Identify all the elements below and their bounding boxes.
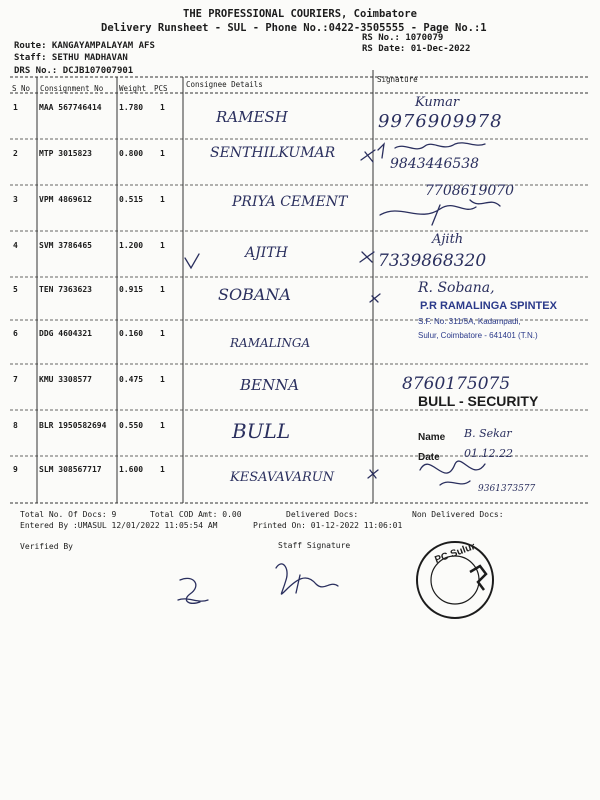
row-sno: 7 — [13, 375, 18, 384]
row-sno: 1 — [13, 103, 18, 112]
company-title: THE PROFESSIONAL COURIERS, Coimbatore — [183, 8, 417, 20]
verified-by: Verified By — [20, 542, 73, 551]
runsheet-line: Delivery Runsheet - SUL - Phone No.:0422-3505555 - Page No.:1 — [101, 22, 487, 34]
row-weight: 0.550 — [119, 421, 144, 430]
stamp-date-label: Date — [418, 452, 440, 463]
delivered-docs: Delivered Docs: — [286, 510, 359, 519]
ramalinga-stamp-name: P.R RAMALINGA SPINTEX — [420, 300, 557, 312]
row-pcs: 1 — [160, 149, 165, 158]
col-consignee: Consignee Details — [186, 80, 263, 89]
row-signature-handwritten: Ajith — [432, 232, 464, 247]
col-signature: Signature — [377, 75, 418, 84]
row-consignee-handwritten: BENNA — [240, 376, 300, 394]
row-pcs: 1 — [160, 103, 165, 112]
row-weight: 0.475 — [119, 375, 144, 384]
row-pcs: 1 — [160, 375, 165, 384]
printed-on: Printed On: 01-12-2022 11:06:01 — [253, 521, 403, 530]
ramalinga-stamp-address: S.F. No. 311/5A, Kadampadi, — [418, 317, 521, 326]
stamp-name-handwritten: B. Sekar — [464, 427, 512, 440]
col-consignment: Consignment No — [40, 84, 104, 93]
row-signature-handwritten: R. Sobana, — [418, 280, 495, 296]
stamp-date-handwritten: 01.12.22 — [464, 447, 513, 460]
row-consignment: VPM 4869612 — [39, 195, 92, 204]
row-phone-handwritten: 7339868320 — [378, 251, 487, 271]
row-pcs: 1 — [160, 241, 165, 250]
non-delivered-docs: Non Delivered Docs: — [412, 510, 504, 519]
row-sno: 5 — [13, 285, 18, 294]
row-phone-handwritten: 9843446538 — [390, 156, 480, 172]
row-weight: 1.200 — [119, 241, 144, 250]
row-weight: 0.800 — [119, 149, 144, 158]
row-signature-handwritten: Kumar — [415, 95, 460, 110]
row-consignment: SLM 308567717 — [39, 465, 102, 474]
drs-number: DRS No.: DCJB107007901 — [14, 66, 134, 76]
row-consignment: TEN 7363623 — [39, 285, 92, 294]
row-sno: 2 — [13, 149, 18, 158]
row-consignee-handwritten: BULL — [232, 419, 291, 443]
row-consignment: MAA 567746414 — [39, 103, 102, 112]
row-sno: 4 — [13, 241, 18, 250]
row-sno: 3 — [13, 195, 18, 204]
row-phone-handwritten: 8760175075 — [402, 374, 511, 394]
rs-number: RS No.: 1070079 — [362, 33, 444, 43]
row-pcs: 1 — [160, 195, 165, 204]
row-weight: 1.780 — [119, 103, 144, 112]
row-consignment: SVM 3786465 — [39, 241, 92, 250]
row-consignment: KMU 3308577 — [39, 375, 92, 384]
row-consignee-handwritten: AJITH — [245, 245, 288, 261]
route-label: Route: KANGAYAMPALAYAM AFS — [14, 41, 155, 51]
row-consignment: BLR 1950582694 — [39, 421, 107, 430]
row-pcs: 1 — [160, 285, 165, 294]
row-consignee-handwritten: SENTHILKUMAR — [210, 145, 336, 161]
ramalinga-stamp-address: Sulur, Coimbatore - 641401 (T.N.) — [418, 331, 538, 340]
total-docs: Total No. Of Docs: 9 — [20, 510, 117, 519]
row-consignment: MTP 3015823 — [39, 149, 92, 158]
row-phone-handwritten: 9976909978 — [378, 111, 503, 132]
pc-sulur-stamp-text: PC Sulur — [433, 541, 477, 566]
row-consignee-handwritten: SOBANA — [218, 285, 291, 304]
row-consignee-handwritten: PRIYA CEMENT — [232, 194, 348, 210]
total-cod: Total COD Amt: 0.00 — [150, 510, 242, 519]
row-sno: 6 — [13, 329, 18, 338]
row-consignee-handwritten: RAMESH — [216, 108, 288, 126]
row-weight: 0.915 — [119, 285, 144, 294]
row-pcs: 1 — [160, 421, 165, 430]
row-sno: 9 — [13, 465, 18, 474]
row-pcs: 1 — [160, 465, 165, 474]
row-weight: 1.600 — [119, 465, 144, 474]
row-weight: 0.515 — [119, 195, 144, 204]
row-consignee-handwritten: KESAVAVARUN — [230, 470, 335, 485]
rs-date: RS Date: 01-Dec-2022 — [362, 44, 471, 54]
col-sno: S No — [12, 84, 31, 93]
bull-security-stamp: BULL - SECURITY — [418, 393, 539, 409]
row-sno: 8 — [13, 421, 18, 430]
entered-by: Entered By :UMASUL 12/01/2022 11:05:54 AM — [20, 521, 218, 530]
col-weight: Weight — [119, 84, 147, 93]
row-consignee-handwritten: RAMALINGA — [230, 336, 311, 350]
row-phone-handwritten: 7708619070 — [425, 183, 515, 199]
staff-label: Staff: SETHU MADHAVAN — [14, 53, 128, 63]
col-pcs: PCS — [154, 84, 168, 93]
row-phone-handwritten: 9361373577 — [478, 484, 536, 494]
row-pcs: 1 — [160, 329, 165, 338]
staff-signature-label: Staff Signature — [278, 541, 351, 550]
row-consignment: DDG 4604321 — [39, 329, 92, 338]
row-weight: 0.160 — [119, 329, 144, 338]
stamp-name-label: Name — [418, 432, 446, 443]
